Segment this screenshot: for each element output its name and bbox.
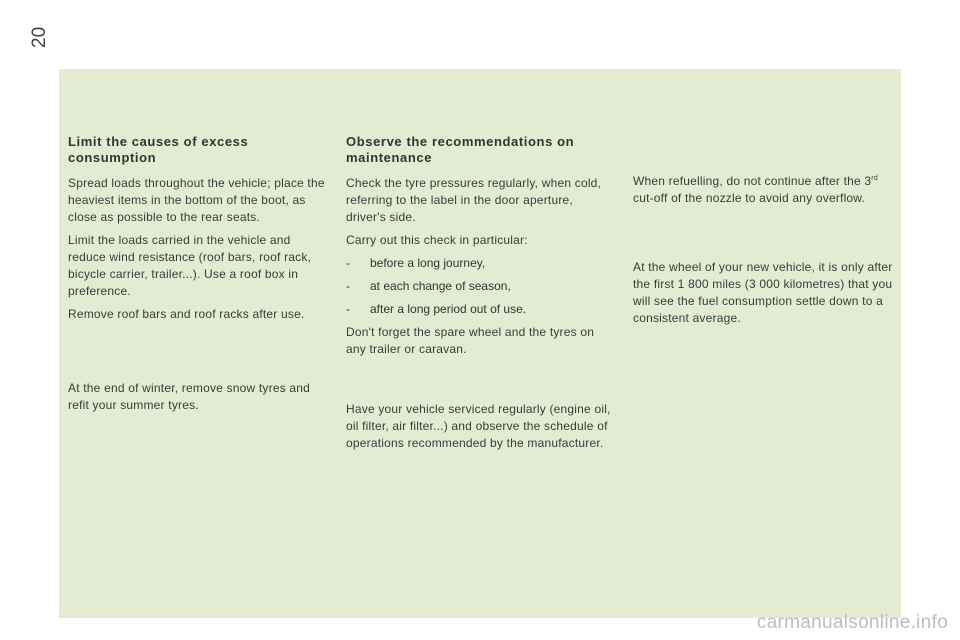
paragraph-winter-tyres: At the end of winter, remove snow tyres and refit your summer tyres. <box>68 381 311 412</box>
check-list <box>346 255 608 318</box>
paragraph-refuelling: When refuelling, do not continue after the 3rd cut-off of the nozzle to avoid any overflow. <box>633 174 878 205</box>
dash-marker: - <box>346 279 350 293</box>
list-item: - after a long period out of use. <box>346 302 527 316</box>
list-item: - before a long journey, <box>346 256 486 270</box>
column-right <box>633 173 895 213</box>
paragraph-tyre-pressures: Check the tyre pressures regularly, when cold, referring to the label in the door aperture, driver's side. <box>346 176 602 224</box>
paragraph-spread-loads: Spread loads throughout the vehicle; place the heaviest items in the bottom of the boot, as close as possible to the rear seats. <box>68 176 325 224</box>
paragraph-remove-roof-bars: Remove roof bars and roof racks after use. <box>68 307 305 321</box>
dash-marker: - <box>346 256 350 270</box>
page-number: 20 <box>29 26 50 48</box>
section-heading-maintenance: Observe the recommendations on maintenance <box>346 134 575 165</box>
column-middle <box>346 134 608 364</box>
paragraph-limit-loads: Limit the loads carried in the vehicle and reduce wind resistance (roof bars, roof rack, bicycle carrier, trailer...). Use a roof box in preference. <box>68 233 312 298</box>
paragraph-servicing: Have your vehicle serviced regularly (engine oil, oil filter, air filter...) and observe the schedule of operations recommended by the manufacturer. <box>346 402 611 450</box>
paragraph-new-vehicle: At the wheel of your new vehicle, it is only after the first 1 800 miles (3 000 kilometres) that you will see the fuel consumption settle down to a consistent average. <box>633 260 893 325</box>
watermark: carmanualsonline.info <box>756 612 948 633</box>
list-item: - at each change of season, <box>346 279 511 293</box>
paragraph-check-when: Carry out this check in particular: <box>346 233 528 247</box>
dash-marker: - <box>346 302 350 316</box>
section-heading-excess-consumption: Limit the causes of excess consumption <box>68 134 249 165</box>
paragraph-spare-wheel: Don't forget the spare wheel and the tyres on any trailer or caravan. <box>346 325 595 356</box>
column-left <box>68 134 330 329</box>
